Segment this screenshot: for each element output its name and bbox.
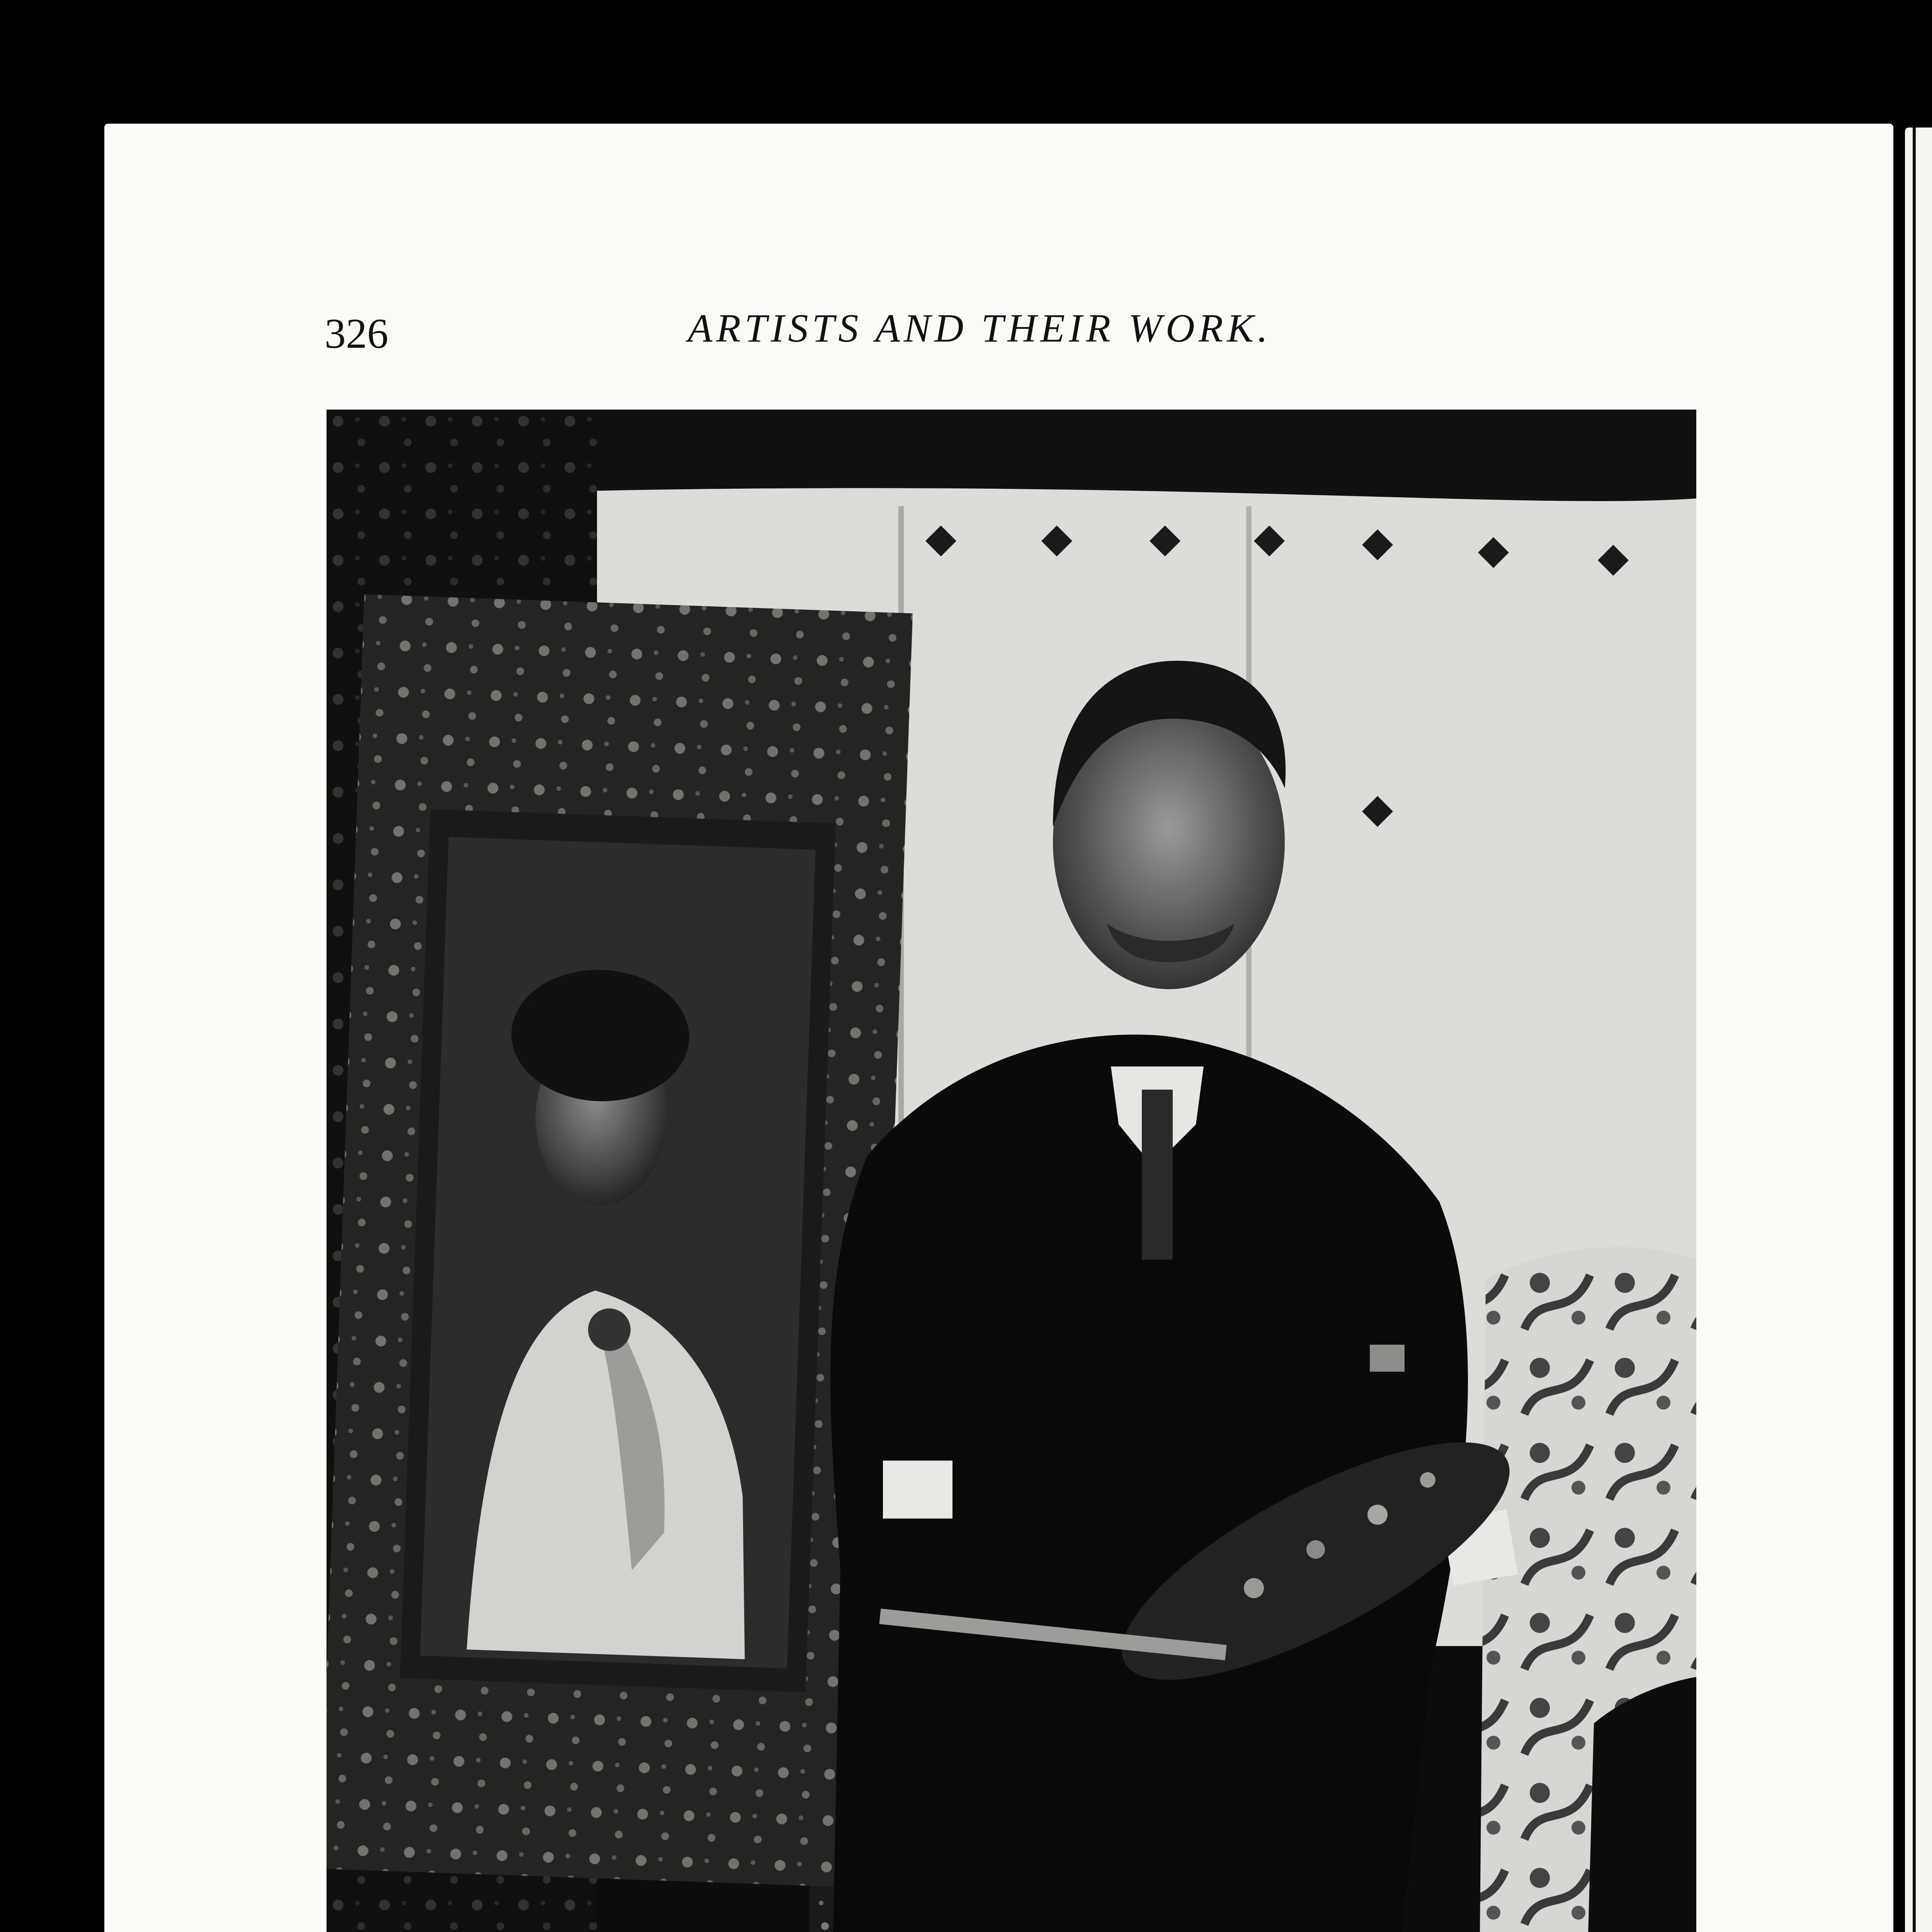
page-number: 326 bbox=[325, 310, 388, 357]
adjacent-page-edge bbox=[1905, 128, 1932, 1932]
photograph-image bbox=[327, 410, 1696, 1932]
running-head: ARTISTS AND THEIR WORK. bbox=[688, 306, 1272, 350]
photograph-plate bbox=[327, 410, 1696, 1932]
